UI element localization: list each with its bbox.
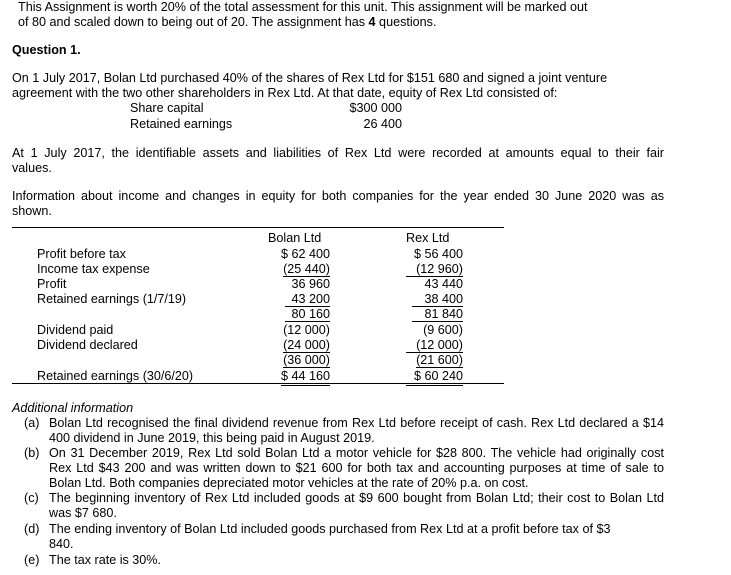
label-profit: Profit (37, 277, 67, 291)
header-rex: Rex Ltd (406, 231, 450, 245)
item-c-label: (c) (24, 491, 39, 505)
list-item (24, 522, 634, 552)
list-item (24, 416, 664, 446)
list-item (24, 491, 664, 521)
label-dividend-paid: Dividend paid (37, 323, 114, 337)
para2-line-1: At 1 July 2017, the identifiable assets and liabilities of Rex Ltd were recorded at amounts equal to their fair (12, 146, 664, 160)
bolan-retained-closing: $ 44 160 (281, 369, 330, 386)
intro-line-2 (18, 15, 436, 30)
rex-retained-opening: 38 400 (412, 292, 463, 307)
rex-subtotal: 81 840 (412, 307, 463, 322)
para3-line-1: Information about income and changes in equity for both companies for the year ended 30 June 2020 was as (12, 189, 664, 203)
question-heading: Question 1. (12, 43, 81, 57)
bolan-subtotal: 80 160 (285, 307, 330, 322)
item-d-text: The ending inventory of Bolan Ltd included goods purchased from Rex Ltd at a profit before tax of $3 840. (49, 522, 611, 551)
additional-heading: Additional information (12, 401, 134, 415)
rex-profit-before-tax: $ 56 400 (413, 247, 463, 261)
item-b-label: (b) (24, 446, 40, 460)
label-income-tax-expense: Income tax expense (37, 262, 150, 276)
bolan-profit: 36 960 (291, 277, 330, 291)
label-retained-opening: Retained earnings (1/7/19) (37, 292, 187, 306)
intro-line-1: This Assignment is worth 20% of the total assessment for this unit. This assignment will be marked out (18, 0, 588, 14)
label-retained-closing: Retained earnings (30/6/20) (37, 369, 194, 383)
para2-line-2: values. (12, 161, 52, 175)
header-bolan: Bolan Ltd (268, 231, 322, 245)
equity-share-capital-label: Share capital (130, 101, 204, 115)
rex-income-tax-expense: (12 960) (406, 262, 463, 277)
bolan-retained-opening: 43 200 (285, 292, 330, 307)
item-c-text: The beginning inventory of Rex Ltd included goods at $9 600 bought from Bolan Ltd; their cost to Bolan Ltd was $7 680. (49, 491, 664, 520)
intro-line-2-pre: of 80 and scaled down to being out of 20. The assignment has (18, 15, 369, 29)
intro-line-2-post: questions. (375, 15, 437, 29)
list-item (24, 446, 664, 491)
bolan-dividend-declared: (24 000) (283, 338, 330, 352)
equity-retained-value: 26 400 (363, 117, 402, 131)
item-e-text: The tax rate is 30%. (49, 553, 161, 567)
bolan-dividend-paid: (12 000) (283, 323, 330, 337)
bolan-income-tax-expense: (25 440) (283, 262, 330, 276)
rex-dividend-paid: (9 600) (423, 323, 463, 337)
rex-dividend-total: (21 600) (416, 353, 463, 367)
rex-profit: 43 440 (424, 277, 463, 291)
item-d-label: (d) (24, 522, 40, 536)
rex-retained-closing: $ 60 240 (406, 369, 463, 386)
question-count: 4 (368, 15, 376, 29)
equity-share-capital-value: $300 000 (349, 101, 402, 115)
equity-retained-label: Retained earnings (130, 117, 233, 131)
item-b-text: On 31 December 2019, Rex Ltd sold Bolan Ltd a motor vehicle for $28 800. The vehicle had originally cost Rex Ltd $43 200 and was written down to $21 600 for both tax and accounting purposes at time of sale to Bolan Ltd. Both companies depreciated motor vehicles at the rate of 20% p.a. on cost. (49, 446, 664, 490)
para1-line-1: On 1 July 2017, Bolan Ltd purchased 40% of the shares of Rex Ltd for $151 680 and signed a joint venture (12, 71, 608, 85)
bolan-dividend-total: (36 000) (283, 353, 330, 367)
list-item (24, 553, 664, 568)
table-bottom-rule (12, 383, 504, 384)
rex-dividend-declared: (12 000) (406, 338, 463, 353)
item-a-text: Bolan Ltd recognised the final dividend revenue from Rex Ltd before receipt of cash. Rex Ltd declared a $14 400 dividend in June 2019, this being paid in August 2019. (49, 416, 664, 445)
table-top-rule (12, 227, 504, 228)
para1-line-2: agreement with the two other shareholders in Rex Ltd. At that date, equity of Rex Ltd consisted of: (12, 86, 558, 100)
item-e-label: (e) (24, 553, 40, 567)
label-dividend-declared: Dividend declared (37, 338, 138, 352)
label-profit-before-tax: Profit before tax (37, 247, 126, 261)
item-a-label: (a) (24, 416, 40, 430)
bolan-profit-before-tax: $ 62 400 (280, 247, 330, 261)
para3-line-2: shown. (12, 204, 52, 218)
